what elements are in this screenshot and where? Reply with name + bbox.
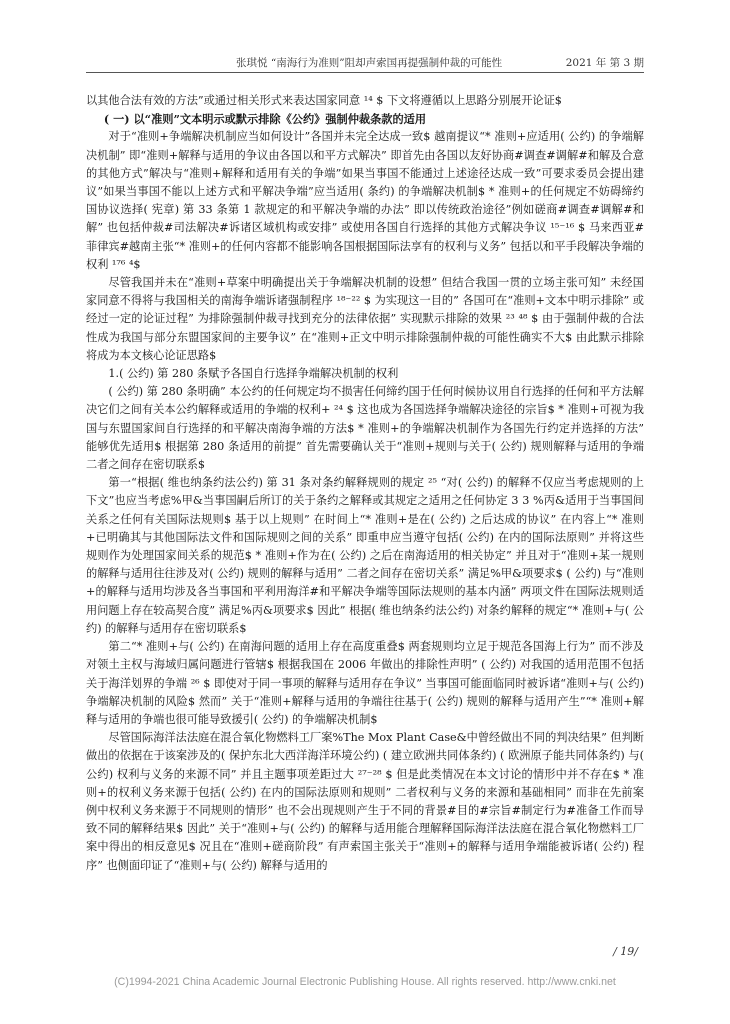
body-paragraph: 尽管我国并未在“准则+草案中明确提出关于争端解决机制的设想” 但结合我国一贯的立场主张可知” 未经国家同意不得将与我国相关的南海争端诉诸强制程序 ¹⁸⁻²² $ 为实现这一目的” 各国可在“准则+文本中明示排除” 或经过一定的论证过程” 为排除强制仲裁寻找到充分的法律依据” 实现默示排除的效果 ²³ ⁴⁸ $ 由于强制仲裁的合法性成为我国与部分东盟国家间的主要争议” 在“准则+正文中明示排除强制仲裁的可能性确实不大$ 由此默示排除将成为本文核心论证思路$ [86, 276, 644, 362]
body-paragraph: 1.( 公约) 第 280 条赋予各国自行选择争端解决机制的权利 [108, 367, 399, 381]
body-paragraph: ( 公约) 第 280 条明确” 本公约的任何规定均不损害任何缔约国于任何时候协议用自行选择的任何和平方法解决它们之间有关本公约解释或适用的争端的权利+ ²⁴ $ 这也成为各国选择争端解决途径的宗旨$ * 准则+可视为我国与东盟国家间自行选择的和平解决南海争端的方法$ * 准则+的争端解决机制作为各国先行约定并选择的方法” 能够优先适用$ 根据第 280 条适用的前提” 首先需要确认关于“准则+规则与关于( 公约) 规则解释与适用的争端二者之间存在密切联系$ [86, 385, 644, 472]
copyright-footer: (C)1994-2021 China Academic Journal Electronic Publishing House. All rights reserved. http://www.cnki.net [114, 976, 616, 988]
body-paragraph: 第二“* 准则+与( 公约) 在南海问题的适用上存在高度重叠$ 两套规则均立足于规范各国海上行为” 而不涉及对领土主权与海域归属问题进行管辖$ 根据我国在 2006 年做出的排除性声明” ( 公约) 对我国的适用范围不包括关于海洋划界的争端 ²⁶ $ 即使对于同一事项的解释与适用存在争议” 当事国可能面临同时被诉诸“准则+与( 公约) 争端解决机制的风险$ 然而” 关于“准则+解释与适用的争端往往基于( 公约) 规则的解释与适用产生”“* 准则+解释与适用的争端也很可能导致援引( 公约) 的争端解决机制$ [86, 640, 644, 726]
article-body [86, 92, 644, 875]
body-paragraph: 对于“准则+争端解决机制应当如何设计”各国并未完全达成一致$ 越南提议“* 准则+应适用( 公约) 的争端解决机制” 即“准则+解释与适用的争议由各国以和平方式解决” 即首先由各国以友好协商#调查#调解#和解及合意的其他方式”解决与“准则+解释和适用有关的争端”如果当事国不能通过上述途径达成一致”可要求委员会提出建议”如果当事国不能以上述方式和平解决争端”应当适用( 条约) 的争端解决机制$ * 准则+的任何规定不妨碍缔约国协议选择( 宪章) 第 33 条第 1 款规定的和平解决争端的办法” 即以传统政治途径”例如磋商#调查#调解#和解” 也包括仲裁#司法解决#诉诸区域机构或安排” 或使用各国自行选择的其他方式解决争议 ¹⁵⁻¹⁶ $ 马来西亚#菲律宾#越南主张“* 准则+的任何内容都不能影响各国根据国际法享有的权利与义务” 包括以和平手段解决争端的权利 ¹⁷⁶ ⁴$ [86, 130, 644, 271]
body-paragraph: 第一“根据( 维也纳条约法公约) 第 31 条对条约解释规则的规定 ²⁵ “对( 公约) 的解释不仅应当考虑规则的上下文”也应当考虑%甲&当事国嗣后所订的关于条约之解释或其规定之适用之任何协定 3 3 %丙&适用于当事国间关系之任何有关国际法规则$ 基于以上规则” 在时间上“* 准则+是在( 公约) 之后达成的协议” 在内容上“* 准则+已明确其与其他国际法文件和国际规则之间的关系” 即重申应当遵守包括( 公约) 在内的国际法原则” 并将这些规则作为处理国家间关系的规范$ * 准则+作为在( 公约) 之后在南海适用的相关协定” 并且对于“准则+某一规则的解释与适用往往涉及对( 公约) 规则的解释与适用” 二者之间存在密切关系” 满足%甲&项要求$ ( 公约) 与“准则+的解释与适用均涉及各当事国和平利用海洋#和平解决争端等国际法规则的基本内涵” 两项文件在国际法规则适用问题上存在较高契合度” 满足%丙&项要求$ 因此” 根据( 维也纳条约法公约) 对条约解释的规定“* 准则+与( 公约) 的解释与适用存在密切联系$ [86, 476, 644, 635]
header-issue: 2021 年 第 3 期 [565, 57, 644, 69]
running-header [86, 50, 644, 70]
header-title: 张琪悦 “南海行为准则”阻却声索国再提强制仲裁的可能性 [236, 57, 503, 69]
body-paragraph: 以其他合法有效的方法”或通过相关形式来表达国家同意 ¹⁴ $ 下文将遵循以上思路分别展开论证$ [86, 94, 562, 107]
page-number: / 19/ [613, 945, 638, 958]
body-paragraph: 尽管国际海洋法法庭在混合氧化物燃料工厂案%The Mox Plant Case&中曾经做出不同的判决结果” 但判断做出的依据在于该案涉及的( 保护东北大西洋海洋环境公约) ( 建立欧洲共同体条约) ( 欧洲原子能共同体条约) 与( 公约) 权利与义务的来源不同” 并且主题事项差距过大 ²⁷⁻²⁸ $ 但是此类情况在本文讨论的情形中并不存在$ * 准则+的权利义务来源于包括( 公约) 在内的国际法原则和规则” 二者权利与义务的来源和基础相同” 而非在先前案例中权利义务来源于不同规则的情形” 也不会出现规则产生于不同的背景#目的#宗旨#制定行为#准备工作而导致不同的解释结果$ 因此” 关于“准则+与( 公约) 的解释与适用能合理解释国际海洋法法庭在混合氧化物燃料工厂案中得出的相反意见$ 况且在“准则+磋商阶段” 有声索国主张关于“准则+的解释与适用争端能被诉诸( 公约) 程序” 也侧面印证了“准则+与( 公约) 解释与适用的 [86, 731, 644, 872]
header-rule [86, 72, 644, 73]
section-subheading: ( 一) 以“准则”文本明示或默示排除《公约》强制仲裁条款的适用 [103, 112, 427, 127]
